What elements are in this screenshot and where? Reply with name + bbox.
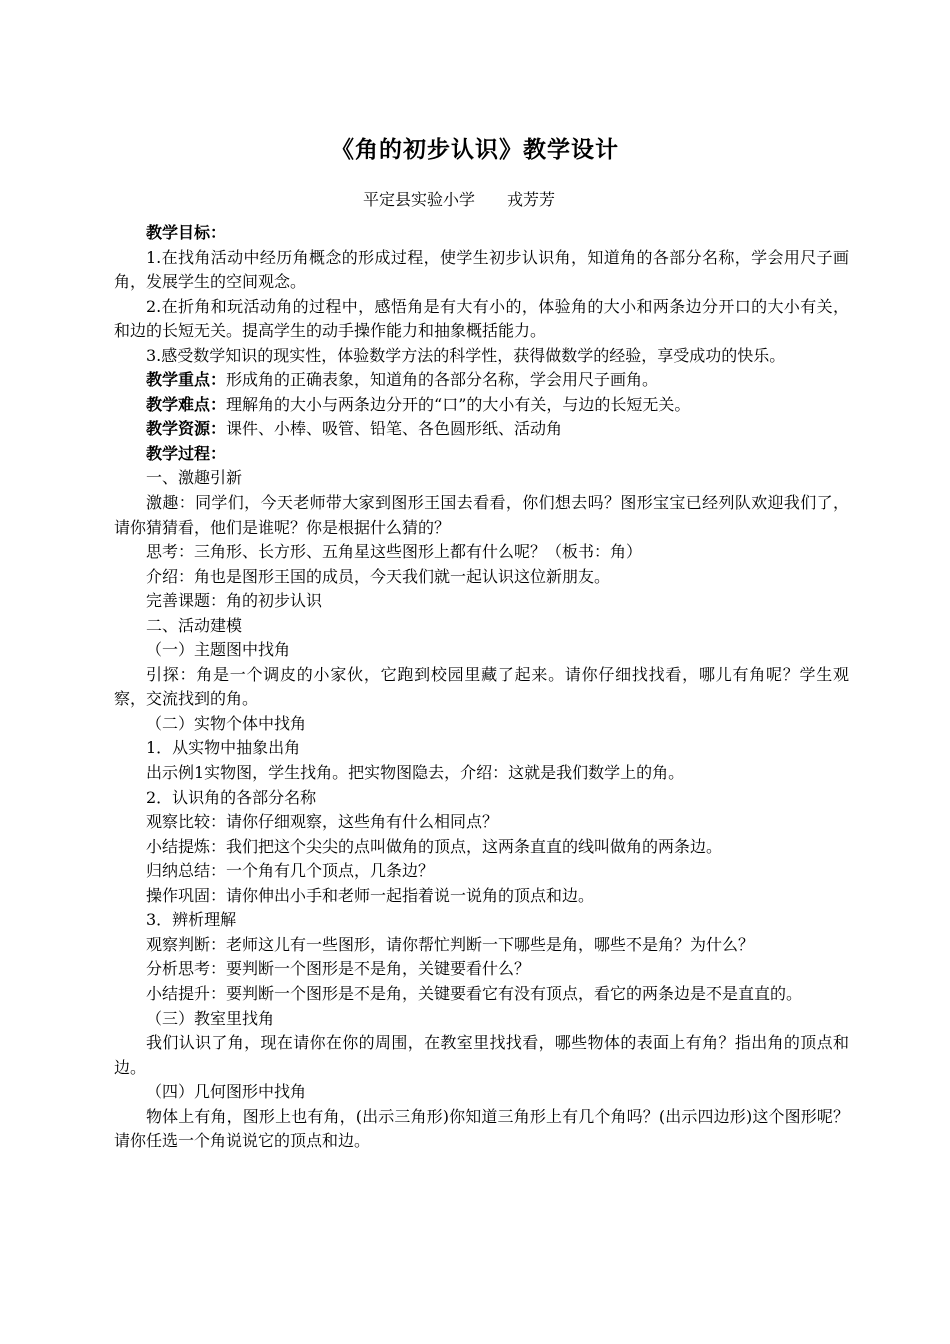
paragraph-text: 我们认识了角，现在请你在你的周围，在教室里找找看，哪些物体的表面上有角？指出角的顶点和边。 xyxy=(114,1033,849,1077)
paragraph xyxy=(114,466,849,491)
paragraph-text: 二、活动建模 xyxy=(146,615,243,635)
document-body xyxy=(114,221,849,1154)
paragraph-text: 形成角的正确表象，知道角的各部分名称，学会用尺子画角。 xyxy=(226,370,659,390)
paragraph xyxy=(114,761,849,786)
paragraph xyxy=(114,614,849,639)
paragraph-text: 完善课题：角的初步认识 xyxy=(146,591,323,611)
paragraph xyxy=(114,933,849,958)
paragraph-text: 物体上有角，图形上也有角，(出示三角形)你知道三角形上有几个角吗？(出示四边形)这个图形呢？请你任选一个角说说它的顶点和边。 xyxy=(114,1106,849,1151)
paragraph xyxy=(114,859,849,884)
paragraph-text: 激趣：同学们，今天老师带大家到图形王国去看看，你们想去吗？图形宝宝已经列队欢迎我们了，请你猜猜看，他们是谁呢？你是根据什么猜的？ xyxy=(114,493,849,537)
paragraph-text: 2.在折角和玩活动角的过程中，感悟角是有大有小的，体验角的大小和两条边分开口的大小有关，和边的长短无关。提高学生的动手操作能力和抽象概括能力。 xyxy=(114,296,849,341)
paragraph xyxy=(114,786,849,811)
paragraph-text: （四）几何图形中找角 xyxy=(146,1082,307,1102)
paragraph xyxy=(114,393,849,418)
paragraph-text: 小结提炼：我们把这个尖尖的点叫做角的顶点，这两条直直的线叫做角的两条边。 xyxy=(146,836,723,856)
paragraph xyxy=(114,884,849,909)
paragraph-text: 观察判断：老师这儿有一些图形，请你帮忙判断一下哪些是角，哪些不是角？为什么？ xyxy=(146,934,755,954)
paragraph-text: 2．认识角的各部分名称 xyxy=(146,787,317,807)
paragraph xyxy=(114,417,849,442)
paragraph-text: 思考：三角形、长方形、五角星这些图形上都有什么呢？（板书：角） xyxy=(146,542,643,562)
author-line: 平定县实验小学 戎芳芳 xyxy=(363,190,556,209)
paragraph-text: （一）主题图中找角 xyxy=(146,640,291,660)
paragraph-text: 小结提升：要判断一个图形是不是角，关键要看它有没有顶点，看它的两条边是不是直直的。 xyxy=(146,983,803,1003)
paragraph xyxy=(114,246,849,295)
paragraph xyxy=(114,736,849,761)
paragraph xyxy=(114,295,849,344)
paragraph xyxy=(114,1105,849,1154)
paragraph-text: 引探：角是一个调皮的小家伙，它跑到校园里藏了起来。请你仔细找找看，哪儿有角呢？学生观察，交流找到的角。 xyxy=(114,664,849,709)
section-label: 教学资源： xyxy=(146,419,227,439)
paragraph-text: 介绍：角也是图形王国的成员，今天我们就一起认识这位新朋友。 xyxy=(146,566,611,586)
paragraph xyxy=(114,638,849,663)
paragraph xyxy=(114,663,849,712)
paragraph xyxy=(114,565,849,590)
paragraph xyxy=(114,908,849,933)
paragraph xyxy=(114,1007,849,1032)
section-label: 教学过程： xyxy=(146,443,227,463)
paragraph-text: （三）教室里找角 xyxy=(146,1008,275,1028)
paragraph xyxy=(114,1080,849,1105)
paragraph-text: 归纳总结：一个角有几个顶点，几条边？ xyxy=(146,861,435,881)
paragraph xyxy=(114,957,849,982)
paragraph-text: 3.感受数学知识的现实性，体验数学方法的科学性，获得做数学的经验，享受成功的快乐。 xyxy=(146,345,786,365)
paragraph-text: 出示例1实物图，学生找角。把实物图隐去，介绍：这就是我们数学上的角。 xyxy=(146,763,685,783)
paragraph-text: 操作巩固：请你伸出小手和老师一起指着说一说角的顶点和边。 xyxy=(146,885,595,905)
paragraph xyxy=(114,368,849,393)
paragraph xyxy=(114,982,849,1007)
paragraph-text: 1．从实物中抽象出角 xyxy=(146,738,301,758)
paragraph-text: 理解角的大小与两条边分开的“口”的大小有关，与边的长短无关。 xyxy=(226,394,691,414)
paragraph-text: 一、激趣引新 xyxy=(146,468,243,488)
paragraph xyxy=(114,344,849,369)
paragraph xyxy=(114,491,849,540)
section-label: 教学目标： xyxy=(146,223,227,242)
paragraph xyxy=(114,1031,849,1080)
paragraph-text: 观察比较：请你仔细观察，这些角有什么相同点？ xyxy=(146,812,499,832)
paragraph xyxy=(114,712,849,737)
paragraph-text: 课件、小棒、吸管、铅笔、各色圆形纸、活动角 xyxy=(226,419,563,439)
paragraph xyxy=(114,810,849,835)
paragraph xyxy=(114,589,849,614)
paragraph xyxy=(114,835,849,860)
section-label: 教学重点： xyxy=(146,370,227,390)
paragraph-text: 1.在找角活动中经历角概念的形成过程，使学生初步认识角，知道角的各部分名称，学会用尺子画角，发展学生的空间观念。 xyxy=(114,247,849,292)
paragraph xyxy=(114,221,849,246)
paragraph-text: 分析思考：要判断一个图形是不是角，关键要看什么？ xyxy=(146,959,531,979)
section-label: 教学难点： xyxy=(146,394,227,414)
paragraph xyxy=(114,540,849,565)
paragraph-text: （二）实物个体中找角 xyxy=(146,713,307,733)
document-title: 《角的初步认识》教学设计 xyxy=(331,137,619,163)
paragraph-text: 3．辨析理解 xyxy=(146,910,237,930)
paragraph xyxy=(114,442,849,467)
